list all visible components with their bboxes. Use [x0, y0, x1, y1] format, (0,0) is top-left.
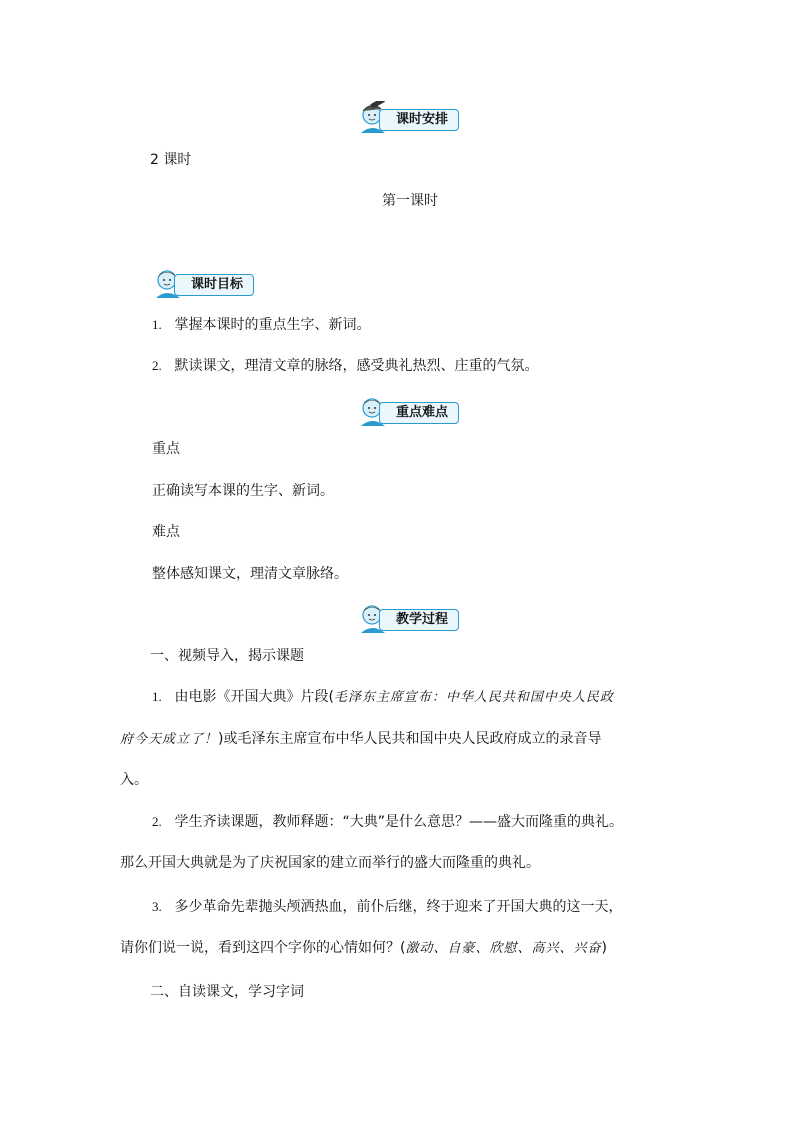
difficult-text: 整体感知课文，理清文章脉络。 [152, 566, 348, 582]
key-points-badge-label: 重点难点 [379, 402, 459, 424]
item-answer: 激动、自豪、欣慰、高兴、兴奋 [405, 941, 602, 956]
item-text: )或毛泽东主席宣布中华人民共和国中央人民政府成立的录音导 [218, 731, 602, 747]
process-badge [357, 601, 469, 635]
item-text: 请你们说一说，看到这四个字你的心情如何？( [120, 940, 406, 956]
schedule-text: 2 课时 [150, 152, 192, 168]
item-text: 多少革命先辈抛头颅洒热血，前仆后继，终于迎来了开国大典的这一天， [174, 899, 623, 915]
difficult-label: 难点 [152, 524, 180, 540]
process-item-3-line1 [152, 897, 622, 917]
goal-text: 掌握本课时的重点生字、新词。 [174, 317, 371, 333]
section1-heading: 一、视频导入，揭示课题 [150, 648, 304, 664]
item-number: 1. [152, 689, 162, 704]
item-number: 2. [152, 814, 162, 829]
goal-number: 1. [152, 317, 162, 332]
section2-heading: 二、自读课文，学习字词 [150, 984, 304, 1000]
process-item-1-line3: 入。 [120, 772, 148, 788]
item-quote: 毛泽东主席宣布：中华人民共和国中央人民政 [333, 690, 614, 705]
process-item-3-line2 [120, 938, 607, 959]
goal-item [152, 356, 538, 376]
key-label: 重点 [152, 441, 180, 457]
goal-number: 2. [152, 358, 162, 373]
key-points-badge [357, 394, 469, 428]
process-item-2-line1 [152, 812, 623, 832]
goals-badge [152, 266, 264, 300]
schedule-badge [357, 101, 469, 135]
item-text: ) [601, 940, 607, 956]
process-badge-label: 教学过程 [379, 609, 459, 631]
goal-text: 默读课文，理清文章的脉络，感受典礼热烈、庄重的气氛。 [174, 358, 539, 374]
process-item-1-line2 [120, 729, 601, 750]
item-number: 3. [152, 899, 162, 914]
schedule-badge-label: 课时安排 [379, 109, 459, 131]
item-text: 由电影《开国大典》片段( [174, 689, 334, 705]
item-quote: 府今天成立了！ [120, 732, 219, 747]
process-item-1-line1 [152, 687, 614, 708]
goal-item [152, 315, 370, 335]
item-text: 学生齐读课题，教师释题：“大典”是什么意思？——盛大而隆重的典礼。 [174, 814, 623, 830]
key-text: 正确读写本课的生字、新词。 [152, 483, 334, 499]
goals-badge-label: 课时目标 [174, 274, 254, 296]
process-item-2-line2: 那么开国大典就是为了庆祝国家的建立而举行的盛大而隆重的典礼。 [120, 855, 540, 871]
lesson-title: 第一课时 [382, 193, 438, 209]
